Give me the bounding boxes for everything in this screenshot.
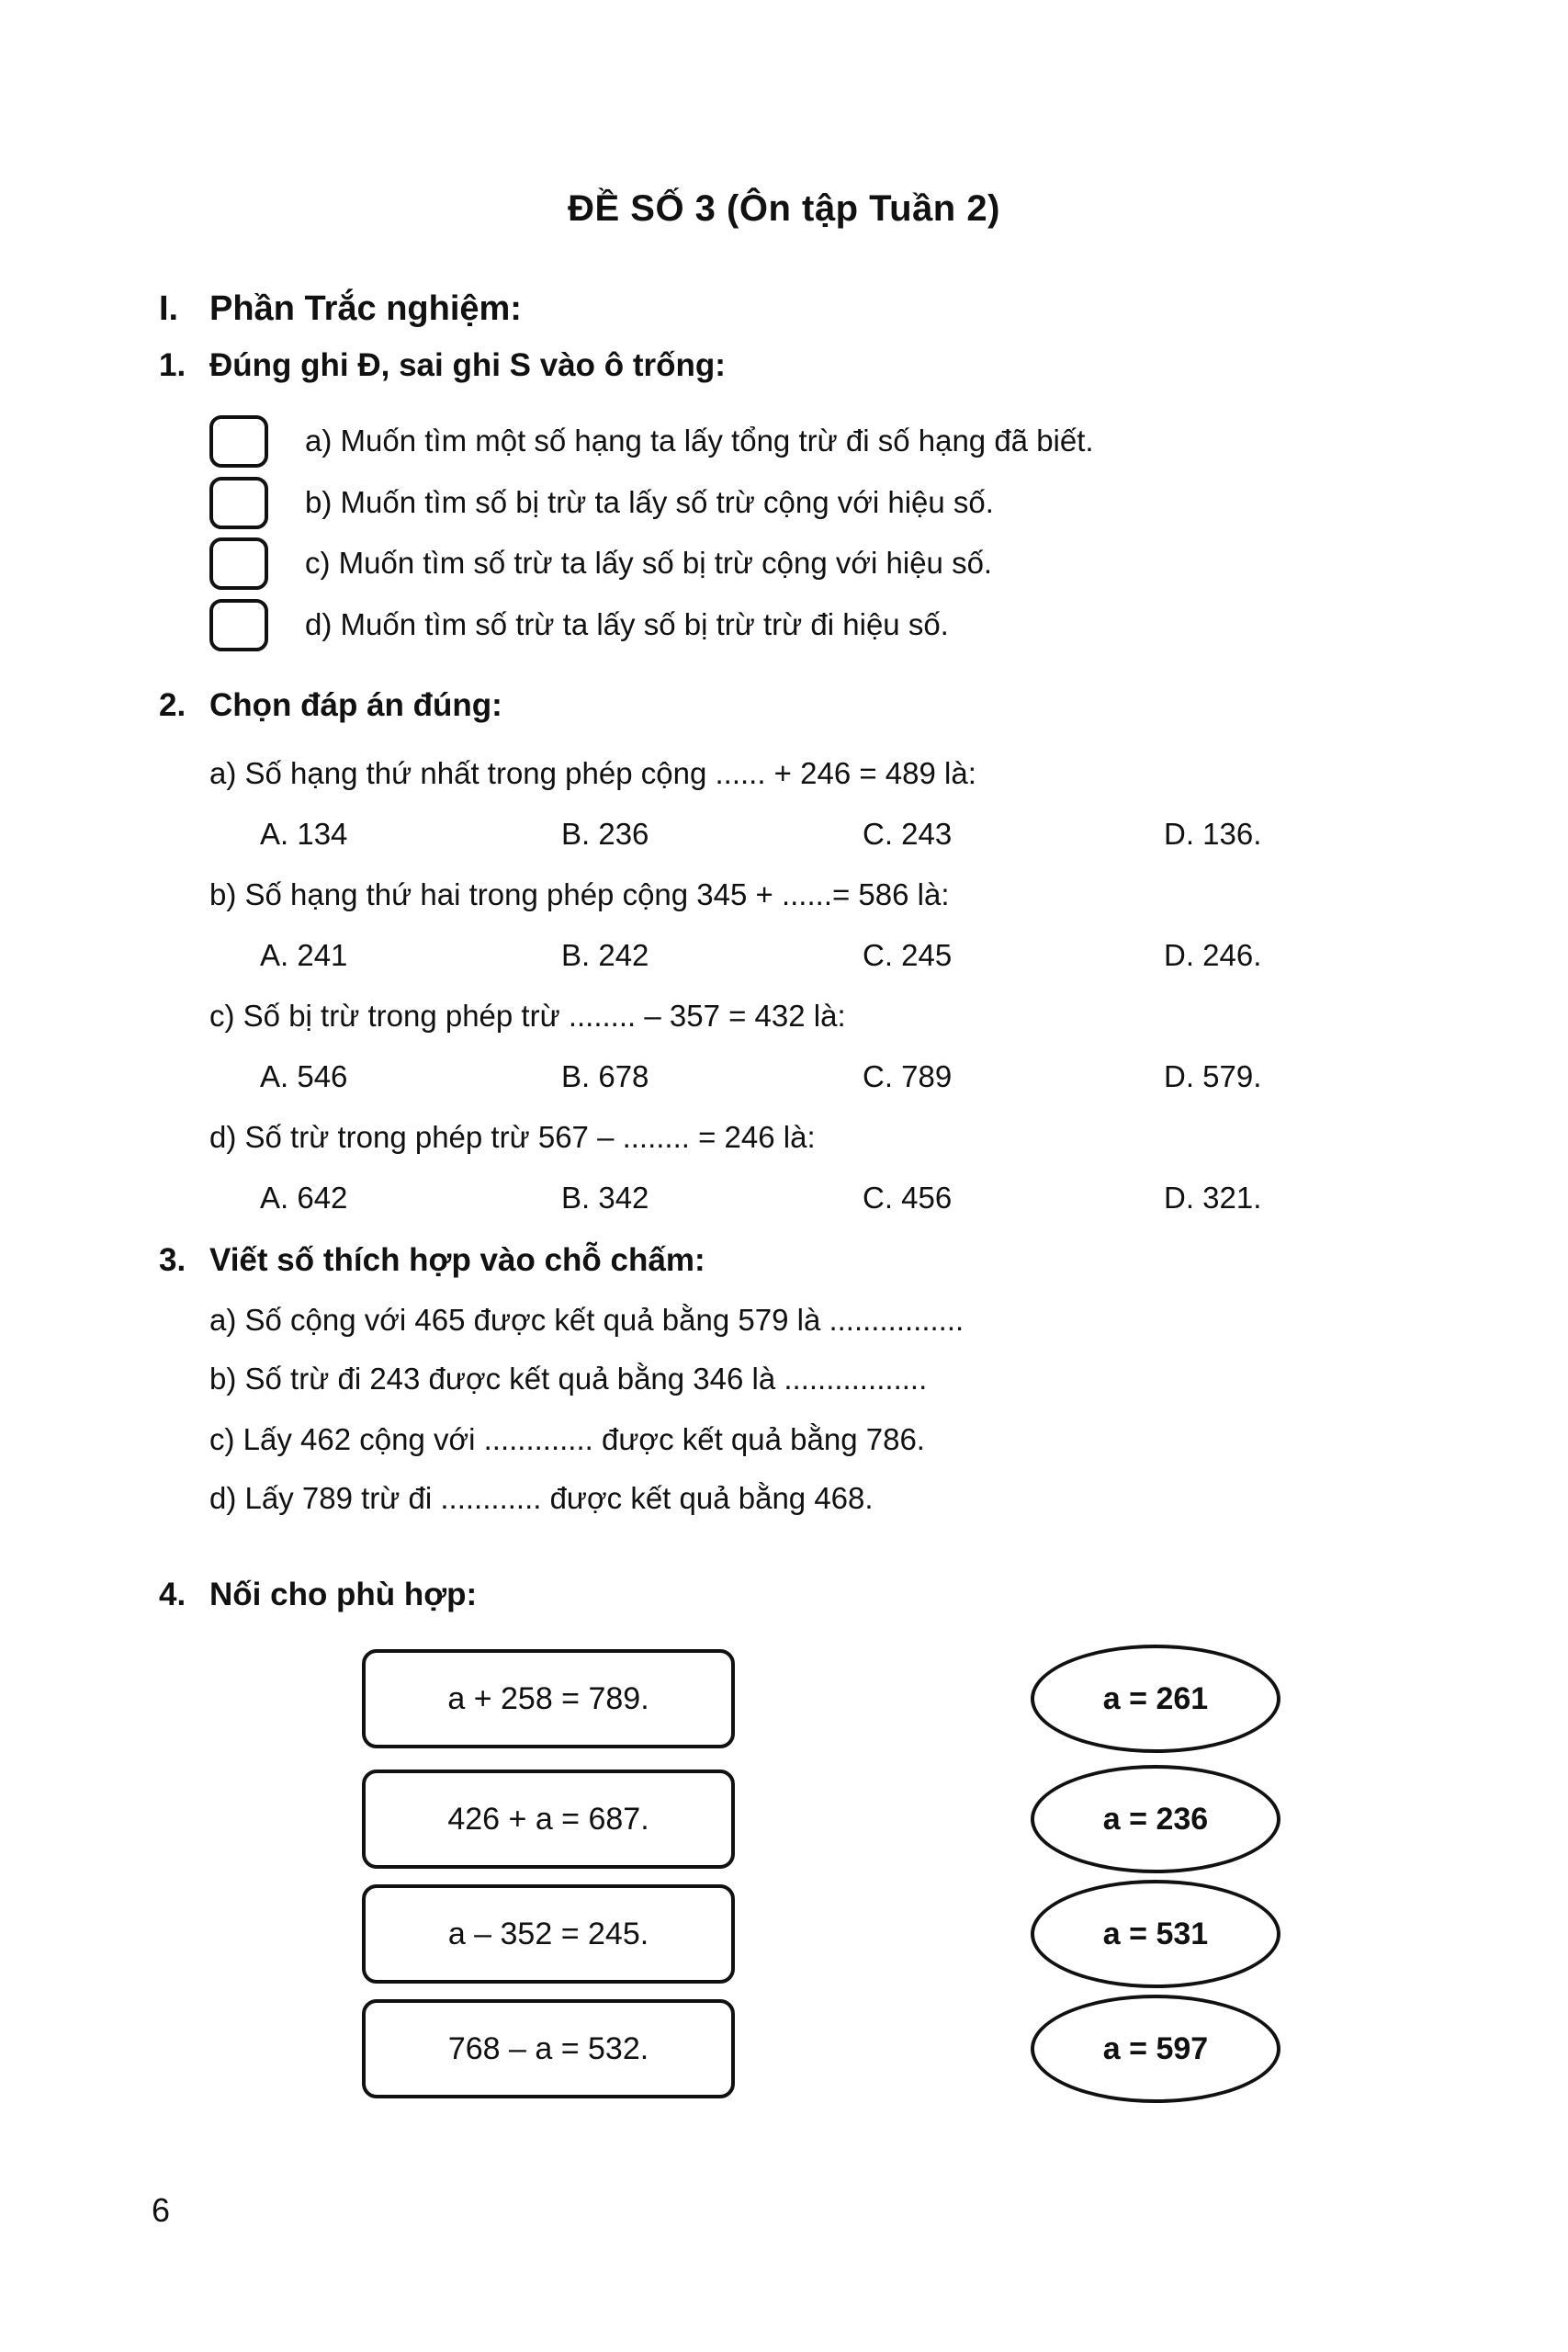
question-2d-options (260, 1181, 1546, 1216)
question-3c-text: c) Lấy 462 cộng với ............. được kết quả bằng 786. (209, 1422, 925, 1456)
question-3-label: Viết số thích hợp vào chỗ chấm: (209, 1242, 705, 1278)
equation-text: 426 + a = 687. (447, 1801, 649, 1837)
answer-text: a = 236 (1102, 1801, 1209, 1837)
option-a: A. 241 (260, 938, 348, 972)
question-4-label: Nối cho phù hợp: (209, 1577, 478, 1612)
question-2-number: 2. (159, 687, 186, 723)
question-2-header (159, 687, 1445, 724)
answer-ellipse-2[interactable] (1031, 1765, 1280, 1873)
question-2c-text: c) Số bị trừ trong phép trừ ........ – 357 = 432 là: (209, 999, 846, 1033)
section-1-title: Phần Trắc nghiệm: (209, 289, 522, 328)
option-b: B. 342 (561, 1181, 649, 1215)
option-c: C. 243 (863, 817, 953, 851)
option-b: B. 242 (561, 938, 649, 972)
question-3b-text: b) Số trừ đi 243 được kết quả bằng 346 là ................. (209, 1362, 928, 1396)
option-a: A. 546 (260, 1059, 348, 1093)
statement-text: a) Muốn tìm một số hạng ta lấy tổng trừ đi số hạng đã biết. (305, 424, 1094, 458)
question-2-label: Chọn đáp án đúng: (209, 687, 502, 723)
option-d: D. 321. (1164, 1181, 1262, 1215)
option-d: D. 246. (1164, 938, 1262, 972)
answer-ellipse-1[interactable] (1031, 1645, 1280, 1753)
answer-text: a = 597 (1102, 2030, 1209, 2066)
question-2a-options (260, 817, 1546, 852)
option-d: D. 579. (1164, 1059, 1262, 1093)
page-number: 6 (152, 2191, 171, 2229)
equation-text: a + 258 = 789. (447, 1680, 649, 1716)
answer-ellipse-4[interactable] (1031, 1995, 1280, 2103)
question-2d-text: d) Số trừ trong phép trừ 567 – ........ = 246 là: (209, 1120, 816, 1154)
equation-text: a – 352 = 245. (447, 1916, 649, 1951)
page-title: ĐỀ SỐ 3 (Ôn tập Tuần 2) (568, 188, 1000, 229)
question-3d-text: d) Lấy 789 trừ đi ............ được kết quả bằng 468. (209, 1481, 874, 1515)
answer-checkbox-c[interactable] (209, 537, 268, 590)
true-false-row (209, 536, 1514, 591)
section-1-header (159, 289, 1353, 329)
option-b: B. 236 (561, 817, 649, 851)
question-1-number: 1. (159, 347, 186, 383)
answer-ellipse-3[interactable] (1031, 1880, 1280, 1988)
option-b: B. 678 (561, 1059, 649, 1093)
question-4-number: 4. (159, 1577, 186, 1612)
statement-text: d) Muốn tìm số trừ ta lấy số bị trừ trừ đi hiệu số. (305, 607, 949, 641)
answer-checkbox-a[interactable] (209, 415, 268, 468)
answer-text: a = 261 (1102, 1680, 1209, 1716)
question-1-label: Đúng ghi Đ, sai ghi S vào ô trống: (209, 347, 726, 383)
true-false-row (209, 475, 1514, 530)
question-2c-options (260, 1059, 1546, 1094)
question-4-header (159, 1577, 1445, 1613)
question-2a-text: a) Số hạng thứ nhất trong phép cộng ...... + 246 = 489 là: (209, 756, 976, 790)
question-3a-text: a) Số cộng với 465 được kết quả bằng 579 là ................ (209, 1303, 964, 1337)
equation-text: 768 – a = 532. (447, 2030, 649, 2066)
equation-box-3[interactable] (362, 1884, 735, 1984)
option-a: A. 134 (260, 817, 348, 851)
section-1-numeral: I. (159, 289, 179, 328)
equation-box-1[interactable] (362, 1649, 735, 1748)
question-2b-text: b) Số hạng thứ hai trong phép cộng 345 + ......= 586 là: (209, 877, 950, 911)
true-false-row (209, 597, 1514, 652)
true-false-row (209, 413, 1514, 469)
equation-box-4[interactable] (362, 1999, 735, 2098)
option-a: A. 642 (260, 1181, 348, 1215)
question-1-header (159, 347, 1445, 384)
option-d: D. 136. (1164, 817, 1262, 851)
answer-text: a = 531 (1102, 1916, 1209, 1951)
statement-text: b) Muốn tìm số bị trừ ta lấy số trừ cộng với hiệu số. (305, 485, 994, 519)
question-3-header (159, 1242, 1445, 1279)
option-c: C. 789 (863, 1059, 953, 1093)
statement-text: c) Muốn tìm số trừ ta lấy số bị trừ cộng với hiệu số. (305, 546, 993, 580)
question-2b-options (260, 938, 1546, 973)
answer-checkbox-d[interactable] (209, 599, 268, 651)
equation-box-2[interactable] (362, 1770, 735, 1869)
question-3-number: 3. (159, 1242, 186, 1278)
option-c: C. 245 (863, 938, 953, 972)
answer-checkbox-b[interactable] (209, 477, 268, 529)
option-c: C. 456 (863, 1181, 953, 1215)
